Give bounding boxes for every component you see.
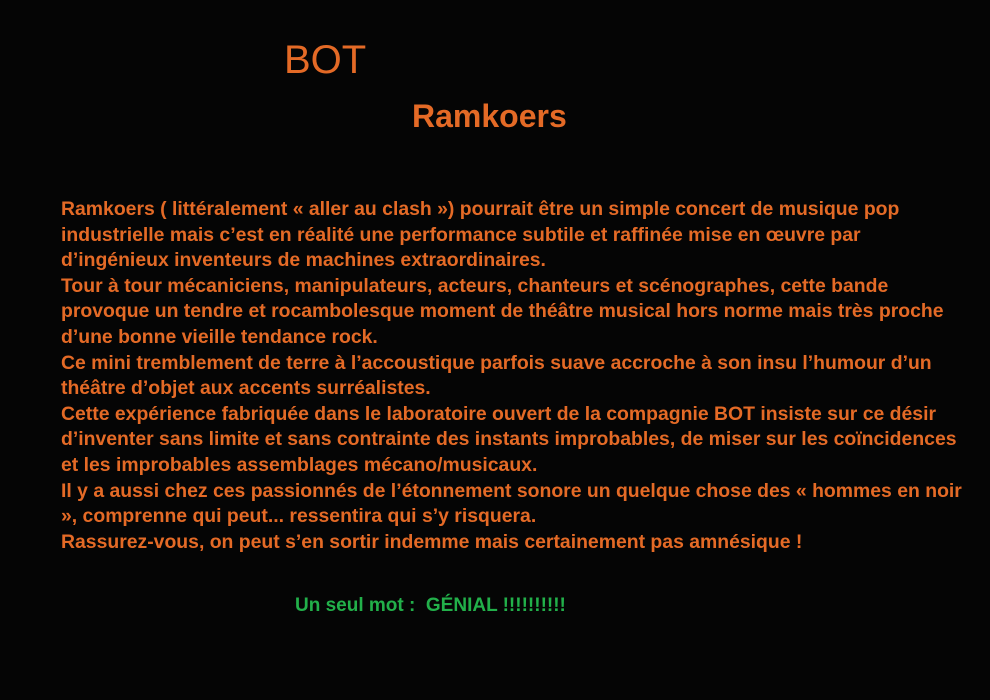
page-title: BOT	[284, 38, 367, 82]
review-paragraph: Ramkoers ( littéralement « aller au clash ») pourrait être un simple concert de musique pop industrielle mais c’est en réalité une performance subtile et raffinée mise en œuvre par d’ingénieux inventeurs de machines extraordinaires.	[61, 198, 900, 272]
review-paragraph: Ce mini tremblement de terre à l’accoustique parfois suave accroche à son insu l’humour d’un théâtre d’objet aux accents surréalistes.	[61, 351, 932, 400]
review-paragraph: Cette expérience fabriquée dans le laboratoire ouvert de la compagnie BOT insiste sur ce désir d’inventer sans limite et sans contrainte des instants improbables, de miser sur les coïncidences et les improbables assemblages mécano/musicaux.	[61, 402, 957, 476]
review-paragraph: Il y a aussi chez ces passionnés de l’étonnement sonore un quelque chose des « hommes en noir », comprenne qui peut... ressentira qui s’y risquera.	[61, 479, 962, 528]
show-title: Ramkoers	[412, 98, 567, 134]
verdict-line: Un seul mot : GÉNIAL !!!!!!!!!!	[295, 595, 566, 616]
review-paragraph: Tour à tour mécaniciens, manipulateurs, acteurs, chanteurs et scénographes, cette bande provoque un tendre et rocambolesque moment de théâtre musical hors norme mais très proche d’une bonne vieille tendance rock.	[61, 274, 944, 348]
review-paragraph: Rassurez-vous, on peut s’en sortir indemme mais certainement pas amnésique !	[61, 530, 803, 553]
review-body	[61, 197, 971, 555]
